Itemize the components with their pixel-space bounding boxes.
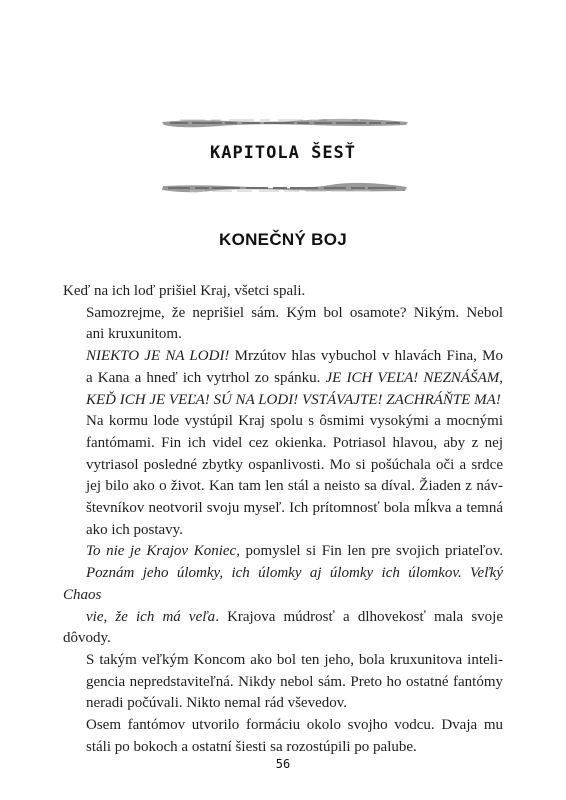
text-line bbox=[63, 411, 503, 433]
text-line bbox=[63, 650, 503, 672]
text-line bbox=[63, 737, 503, 759]
text-line bbox=[63, 672, 503, 694]
chapter-label: KAPITOLA ŠESŤ bbox=[209, 143, 357, 163]
text-segment: Samozrejme, že neprišiel sám. Kým bol osamote? Nikým. Nebol bbox=[86, 304, 503, 321]
text-line bbox=[63, 390, 503, 412]
brush-stroke-bottom bbox=[160, 182, 410, 194]
italic-text: Poznám jeho úlomky, ich úlomky aj úlomky ich úlomkov. Veľký Chaos bbox=[63, 565, 503, 603]
italic-text: vie, že ich má veľa bbox=[86, 608, 216, 625]
text-segment: , pomyslel si Fin len pre svojich priateľov. bbox=[236, 543, 503, 560]
text-line bbox=[63, 303, 503, 325]
text-line bbox=[63, 715, 503, 737]
text-segment: gencia nepredstaviteľná. Nikdy nebol sám. Preto ho ostatné fantómy bbox=[86, 673, 503, 690]
italic-text: NIEKTO JE NA LODI! bbox=[86, 348, 230, 365]
paragraph bbox=[63, 303, 503, 346]
paragraph bbox=[63, 715, 503, 758]
text-segment: stáli po bokoch a ostatní šiesti sa rozostúpili po palube. bbox=[86, 738, 417, 755]
text-segment: Osem fantómov utvorilo formáciu okolo svojho vodcu. Dvaja mu bbox=[86, 717, 503, 734]
text-line bbox=[63, 346, 503, 368]
text-segment: jej bilo ako o život. Kan tam len stál a neisto sa díval. Žiaden z náv- bbox=[86, 478, 503, 495]
body-text bbox=[63, 281, 503, 758]
italic-text: To nie je Krajov Koniec bbox=[86, 543, 237, 560]
paragraph bbox=[63, 411, 503, 541]
text-segment: Keď na ich loď prišiel Kraj, všetci spali. bbox=[63, 283, 306, 299]
text-line bbox=[63, 455, 503, 477]
paragraph bbox=[63, 541, 503, 715]
paragraph bbox=[63, 281, 503, 303]
page-number: 56 bbox=[275, 757, 291, 771]
text-segment: števníkov neotvoril svoju myseľ. Ich prítomnosť bola mĺkva a temná bbox=[86, 500, 503, 517]
text-segment: neradi počúvali. Nikto nemal rád vševedov. bbox=[86, 695, 348, 712]
text-line bbox=[63, 368, 503, 390]
text-line bbox=[63, 563, 503, 606]
text-line bbox=[63, 693, 503, 715]
italic-text: KEĎ ICH JE VEĽA! SÚ NA LODI! VSTÁVAJTE! ZACHRÁŇTE MA! bbox=[86, 391, 501, 408]
text-segment: vytriasol posledné zbytky ospanlivosti. Mo si pošúchala oči a srdce bbox=[86, 456, 503, 473]
text-line bbox=[63, 520, 503, 542]
text-segment: Na kormu lode vystúpil Kraj spolu s ôsmimi vysokými a mocnými bbox=[86, 413, 503, 430]
text-segment: ako ich postavy. bbox=[86, 521, 183, 538]
chapter-title: KONEČNÝ BOJ bbox=[219, 230, 347, 249]
text-line bbox=[63, 476, 503, 498]
italic-text: JE ICH VEĽA! NEZNÁŠAM, bbox=[325, 369, 503, 386]
text-segment: fantómami. Fin ich videl cez okienka. Potriasol hlavou, aby z nej bbox=[86, 434, 503, 451]
text-line bbox=[63, 433, 503, 455]
text-line bbox=[63, 541, 503, 563]
text-segment: . Krajova múdrosť a dlhovekosť mala svoje dôvody. bbox=[63, 608, 503, 647]
text-line bbox=[63, 324, 503, 346]
paragraph bbox=[63, 346, 503, 411]
brush-stroke-top bbox=[160, 117, 410, 129]
text-line bbox=[63, 281, 503, 303]
text-segment: Mrzútov hlas vybuchol v hlavách Fina, Mo bbox=[229, 348, 503, 365]
text-segment: a Kana a hneď ich vytrhol zo spánku. bbox=[86, 369, 326, 386]
text-line bbox=[63, 498, 503, 520]
text-line bbox=[63, 607, 503, 650]
text-segment: S takým veľkým Koncom ako bol ten jeho, bola kruxunitova inteli- bbox=[86, 651, 503, 668]
text-segment: ani kruxunitom. bbox=[86, 326, 182, 343]
